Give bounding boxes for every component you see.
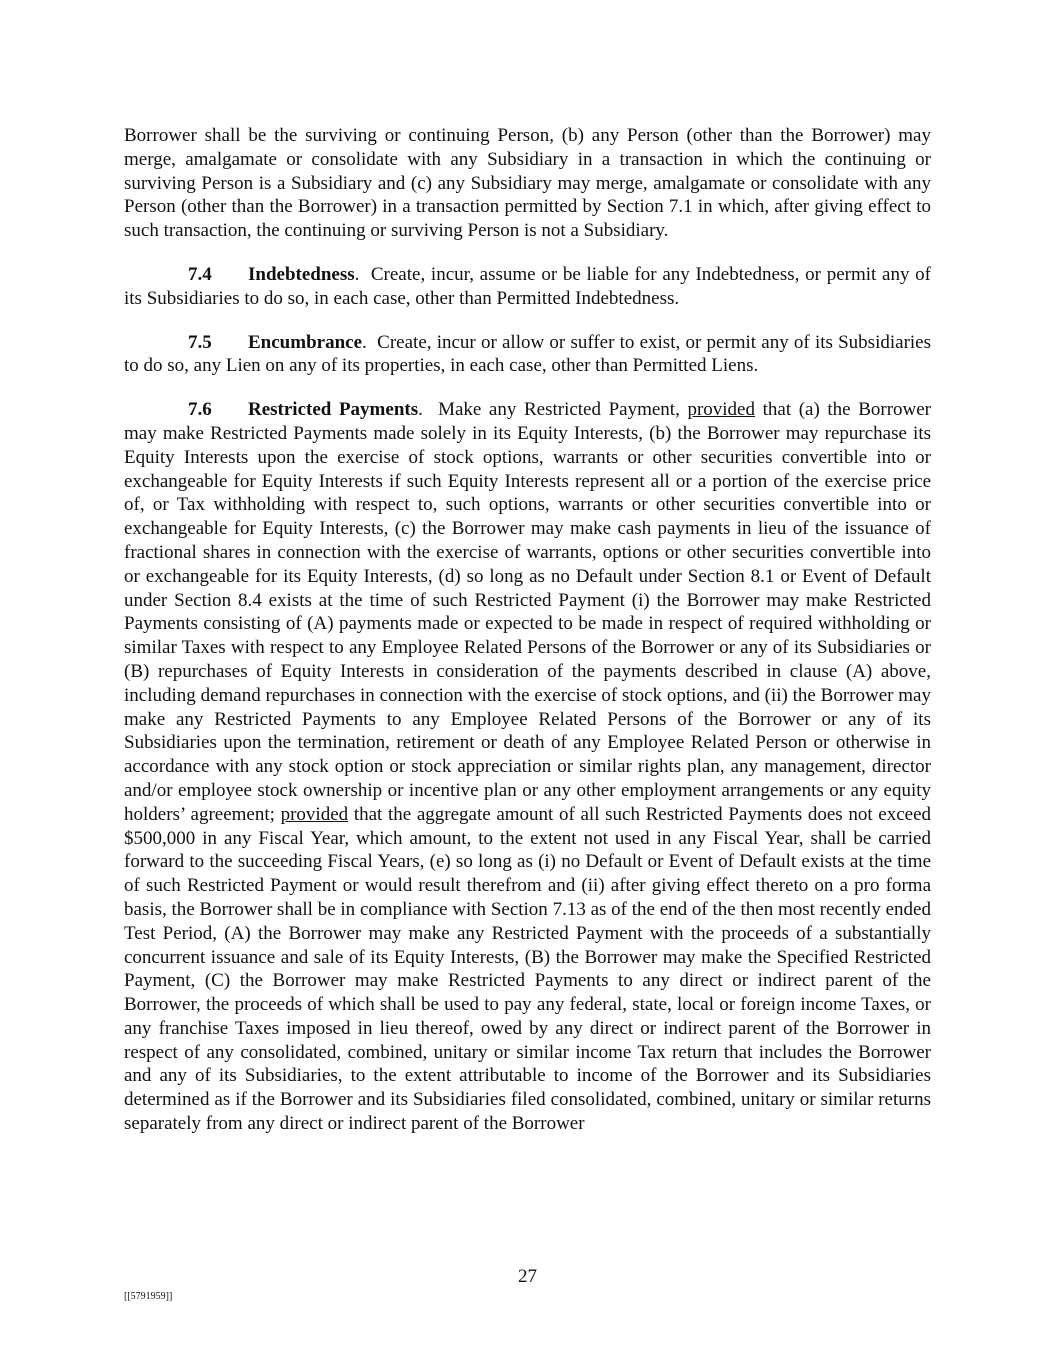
continuation-text: Borrower shall be the surviving or continuing Person, (b) any Person (other than the Borrower) may merge, amalgamate or consolidate with any Subsidiary in a transaction in which the continuing or surviving Person is a Subsidiary and (c) any Subsidiary may merge, amalgamate or consolidate with any Person (other than the Borrower) in a transaction permitted by Section 7.1 in which, after giving effect to such transaction, the continuing or surviving Person is not a Subsidiary. xyxy=(124,125,931,242)
page-number: 27 xyxy=(518,1266,537,1287)
section-text: Create, incur or allow or suffer to exist, or permit any of its Subsidiaries to do so, any Lien on any of its properties, in each case, other than Permitted Liens. xyxy=(124,331,931,377)
section-text-part-c: that the aggregate amount of all such Restricted Payments does not exceed $500,000 in any Fiscal Year, which amount, to the extent not used in any Fiscal Year, shall be carried forward to the succeeding Fiscal Years, (e) so long as (i) no Default or Event of Default exists at the time of such Restricted Payment or would result therefrom and (ii) after giving effect thereto on a pro forma basis, the Borrower shall be in compliance with Section 7.13 as of the end of the then most recently ended Test Period, (A) the Borrower may make any Restricted Payment with the proceeds of a substantially concurrent issuance and sale of its Equity Interests, (B) the Borrower may make the Specified Restricted Payment, (C) the Borrower may make Restricted Payments to any direct or indirect parent of the Borrower, the proceeds of which shall be used to pay any federal, state, local or foreign income Taxes, or any franchise Taxes imposed in lieu thereof, owed by any direct or indirect parent of the Borrower in respect of any consolidated, combined, unitary or similar income Tax return that includes the Borrower and any of its Subsidiaries, to the extent attributable to income of the Borrower and its Subsidiaries determined as if the Borrower and its Subsidiaries filed consolidated, combined, unitary or similar returns separately from any direct or indirect parent of the Borrower xyxy=(124,803,932,1135)
section-title: Encumbrance xyxy=(248,331,362,353)
document-id: [[5791959]] xyxy=(124,1291,173,1302)
provided-term: provided xyxy=(687,399,755,421)
section-number: 7.4 xyxy=(188,263,212,285)
section-title: Restricted Payments xyxy=(248,399,419,421)
section-7-5: 7.5 Encumbrance. Create, incur or allow or suffer to exist, or permit any of its Subsidiaries to do so, any Lien on any of its properties, in each case, other than Permitted Liens. xyxy=(124,331,931,377)
section-text-part-a: Make any Restricted Payment, xyxy=(438,399,680,421)
section-number: 7.5 xyxy=(188,331,212,353)
continuation-paragraph xyxy=(124,124,931,243)
section-7-6: 7.6 Restricted Payments. Make any Restricted Payment, provided that (a) the Borrower may make Restricted Payments made solely in its Equity Interests, (b) the Borrower may repurchase its Equity Interests upon the exercise of stock options, warrants or other securities convertible into or exchangeable for Equity Interests if such Equity Interests represent all or a portion of the exercise price of, or Tax withholding with respect to, such options, warrants or other securities convertible into or exchangeable for Equity Interests, (c) the Borrower may make cash payments in lieu of the issuance of fractional shares in connection with the exercise of warrants, options or other securities convertible into or exchangeable for its Equity Interests, (d) so long as no Default under Section 8.1 or Event of Default under Section 8.4 exists at the time of such Restricted Payment (i) the Borrower may make Restricted Payments consisting of (A) payments made or expected to be made in respect of required withholding or similar Taxes with respect to any Employee Related Persons of the Borrower or any of its Subsidiaries or (B) repurchases of Equity Interests in consideration of the payments described in clause (A) above, including demand repurchases in connection with the exercise of stock options, and (ii) the Borrower may make any Restricted Payments to any Employee Related Persons of the Borrower or any of its Subsidiaries upon the termination, retirement or death of any Employee Related Person or otherwise in accordance with any stock option or stock appreciation or similar rights plan, any management, director and/or employee stock ownership or incentive plan or any other employment arrangements or any equity holders’ agreement; provided that the aggregate amount of all such Restricted Payments does not exceed $500,000 in any Fiscal Year, which amount, to the extent not used in any Fiscal Year, shall be carried forward to the succeeding Fiscal Years, (e) so long as (i) no Default or Event of Default exists at the time of such Restricted Payment or would result therefrom and (ii) after giving effect thereto on a pro forma basis, the Borrower shall be in compliance with Section 7.13 as of the end of the then most recently ended Test Period, (A) the Borrower may make any Restricted Payment with the proceeds of a substantially concurrent issuance and sale of its Equity Interests, (B) the Borrower may make the Specified Restricted Payment, (C) the Borrower may make Restricted Payments to any direct or indirect parent of the Borrower, the proceeds of which shall be used to pay any federal, state, local or foreign income Taxes, or any franchise Taxes imposed in lieu thereof, owed by any direct or indirect parent of the Borrower in respect of any consolidated, combined, unitary or similar income Tax return that includes the Borrower and any of its Subsidiaries, to the extent attributable to income of the Borrower and its Subsidiaries determined as if the Borrower and its Subsidiaries filed consolidated, combined, unitary or similar returns separately from any direct or indirect parent of the Borrower xyxy=(124,399,932,1135)
section-text: Create, incur, assume or be liable for any Indebtedness, or permit any of its Subsidiaries to do so, in each case, other than Permitted Indebtedness. xyxy=(124,263,932,309)
section-number: 7.6 xyxy=(188,399,212,421)
section-title: Indebtedness xyxy=(248,263,355,285)
document-body xyxy=(124,124,931,1156)
section-text-part-b: that (a) the Borrower may make Restricted Payments made solely in its Equity Interests, (b) the Borrower may repurchase its Equity Interests upon the exercise of stock options, warrants or other securities convertible into or exchangeable for Equity Interests if such Equity Interests represent all or a portion of the exercise price of, or Tax withholding with respect to, such options, warrants or other securities convertible into or exchangeable for Equity Interests, (c) the Borrower may make cash payments in lieu of the issuance of fractional shares in connection with the exercise of warrants, options or other securities convertible into or exchangeable for its Equity Interests, (d) so long as no Default under Section 8.1 or Event of Default under Section 8.4 exists at the time of such Restricted Payment (i) the Borrower may make Restricted Payments consisting of (A) payments made or expected to be made in respect of required withholding or similar Taxes with respect to any Employee Related Persons of the Borrower or any of its Subsidiaries or (B) repurchases of Equity Interests in consideration of the payments described in clause (A) above, including demand repurchases in connection with the exercise of stock options, and (ii) the Borrower may make any Restricted Payments to any Employee Related Persons of the Borrower or any of its Subsidiaries upon the termination, retirement or death of any Employee Related Person or otherwise in accordance with any stock option or stock appreciation or similar rights plan, any management, director and/or employee stock ownership or incentive plan or any other employment arrangements or any equity holders’ agreement; xyxy=(124,399,932,825)
section-7-4: 7.4 Indebtedness. Create, incur, assume or be liable for any Indebtedness, or permit any of its Subsidiaries to do so, in each case, other than Permitted Indebtedness. xyxy=(124,263,932,309)
provided-term: provided xyxy=(280,803,349,825)
